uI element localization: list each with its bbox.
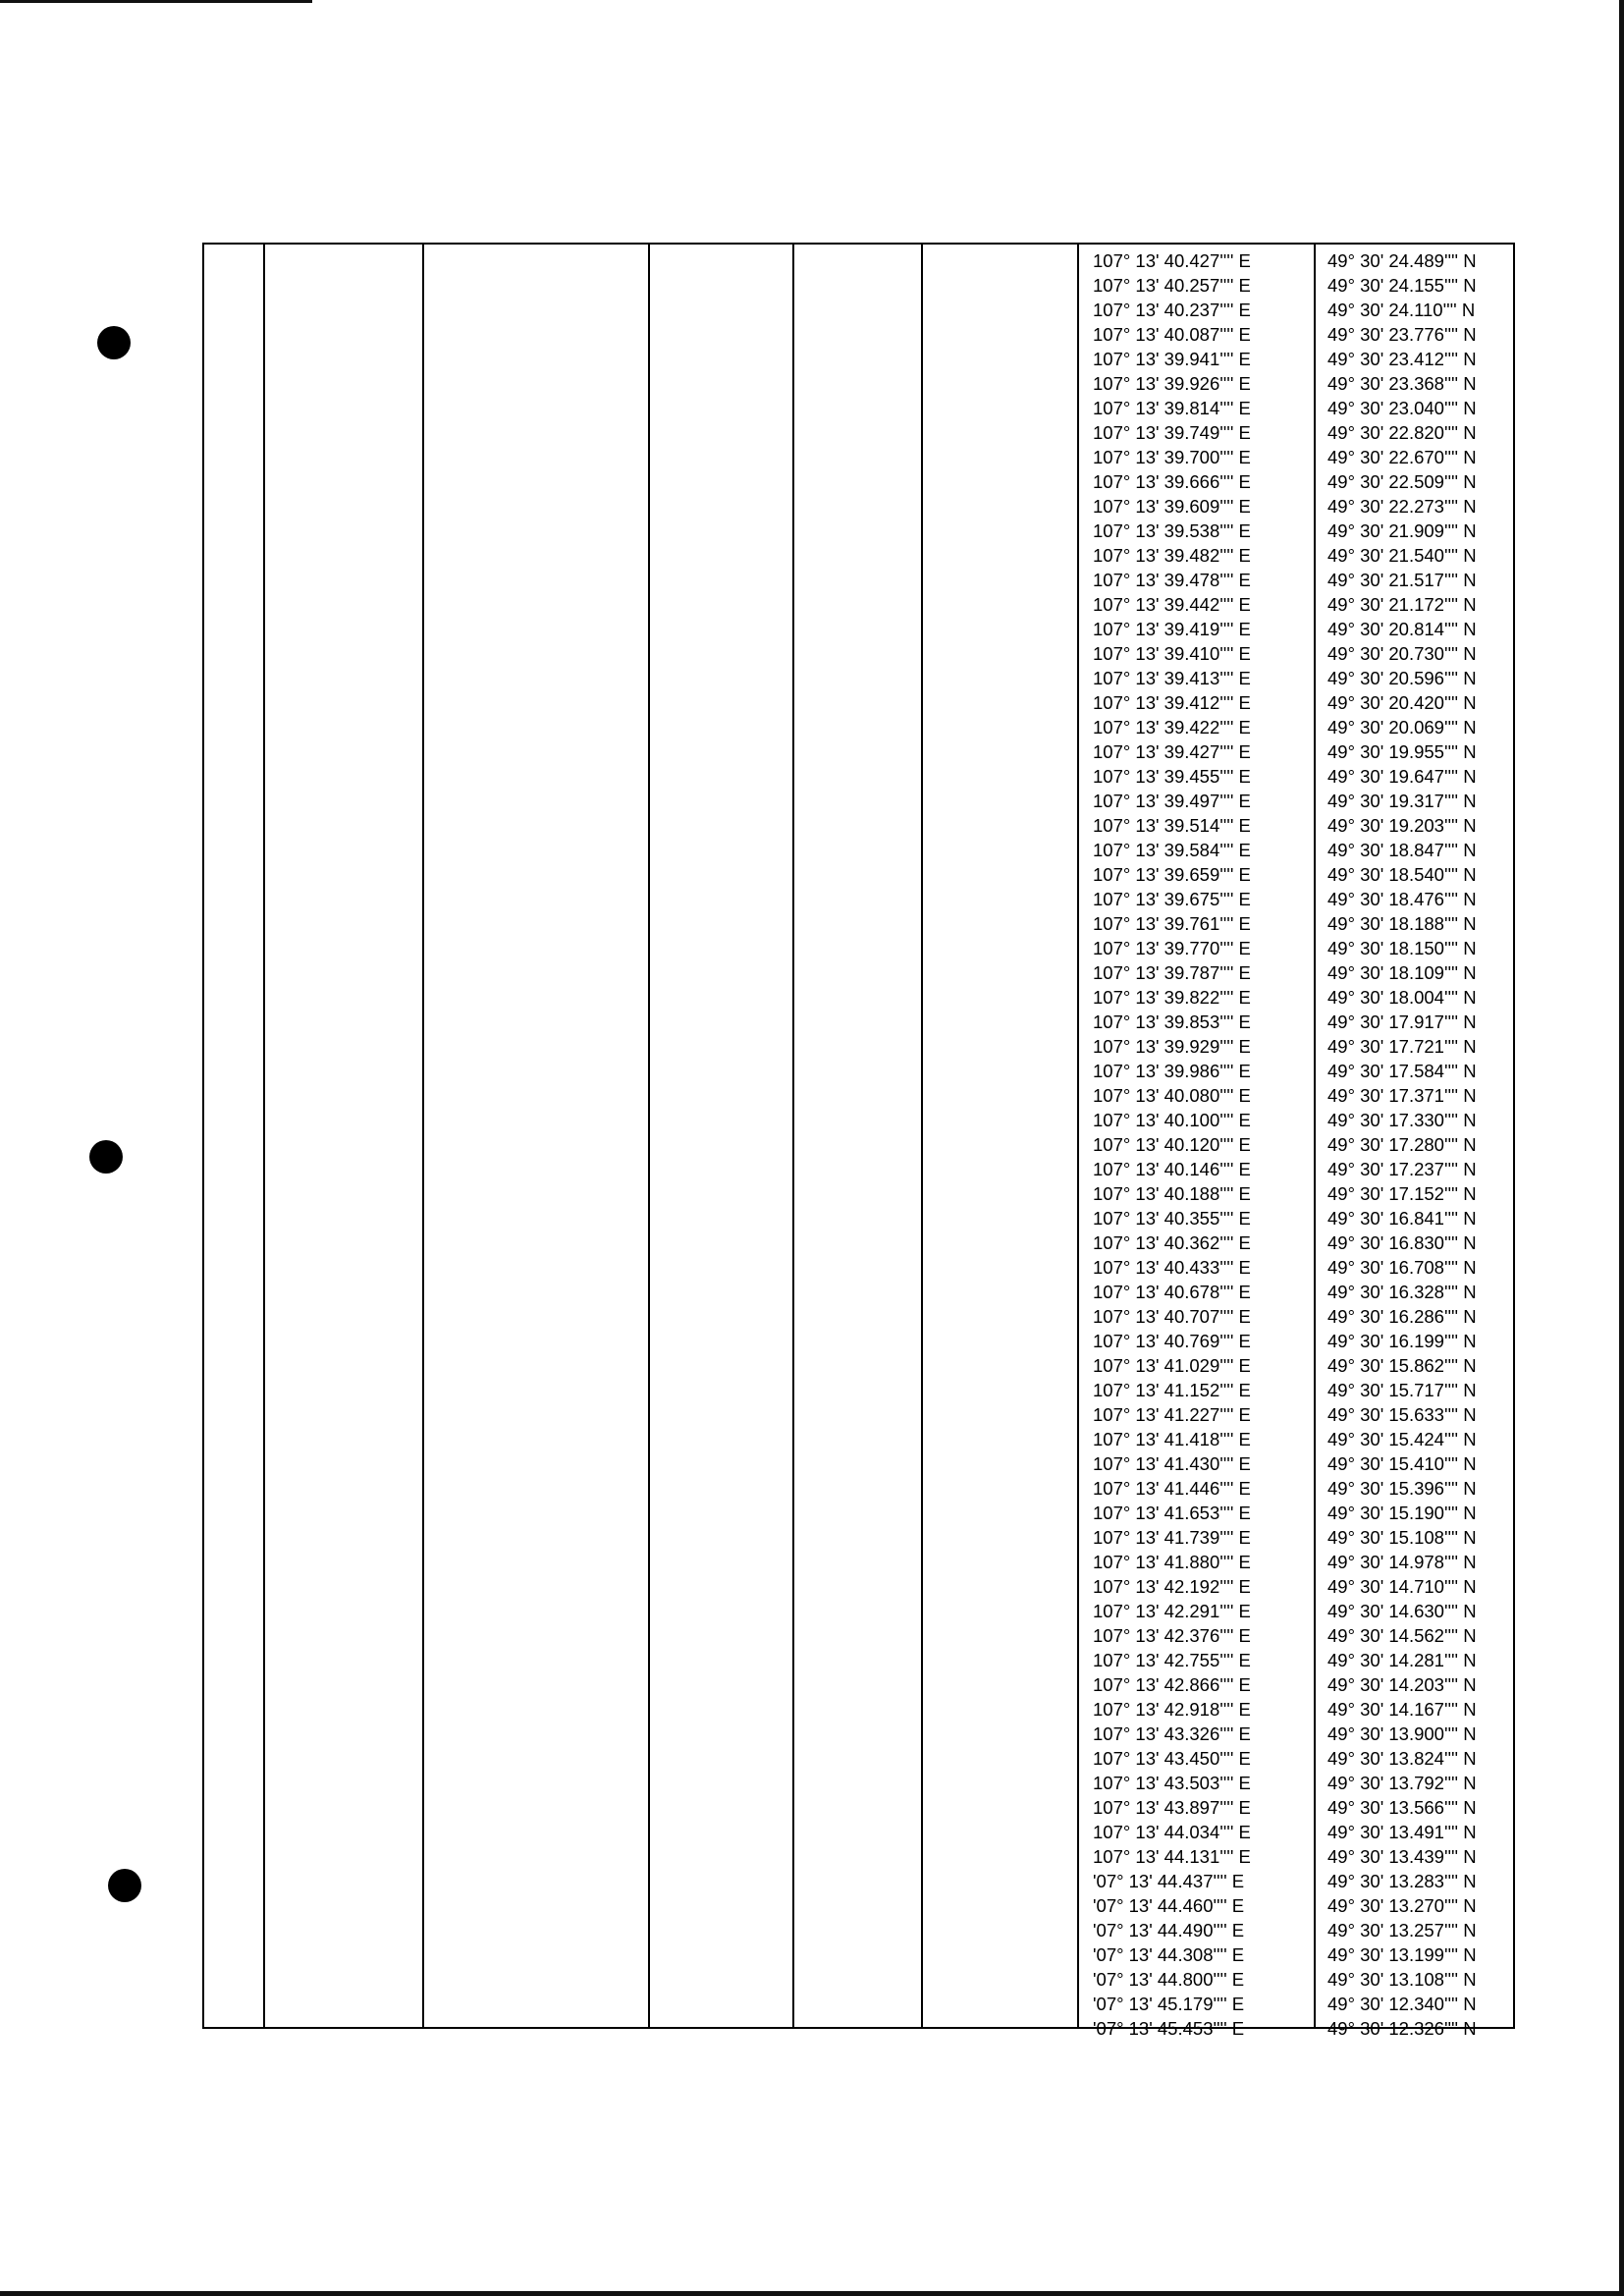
longitude-cell: 107° 13' 44.034'''' E — [1093, 1822, 1251, 1842]
longitude-cell: 107° 13' 42.866'''' E — [1093, 1674, 1251, 1695]
longitude-cell: 107° 13' 42.918'''' E — [1093, 1699, 1251, 1720]
longitude-cell: 107° 13' 41.880'''' E — [1093, 1552, 1251, 1572]
latitude-cell: 49° 30' 19.647'''' N — [1327, 766, 1477, 787]
latitude-cell: 49° 30' 20.730'''' N — [1327, 643, 1477, 664]
latitude-cell: 49° 30' 16.199'''' N — [1327, 1331, 1477, 1351]
longitude-cell: 107° 13' 40.120'''' E — [1093, 1134, 1251, 1155]
column-divider — [422, 245, 424, 2027]
latitude-cell: 49° 30' 13.900'''' N — [1327, 1723, 1477, 1744]
latitude-cell: 49° 30' 17.584'''' N — [1327, 1061, 1477, 1081]
longitude-cell: 107° 13' 40.678'''' E — [1093, 1282, 1251, 1302]
column-divider — [792, 245, 794, 2027]
latitude-cell: 49° 30' 18.540'''' N — [1327, 864, 1477, 885]
latitude-cell: 49° 30' 17.371'''' N — [1327, 1085, 1477, 1106]
latitude-cell: 49° 30' 14.978'''' N — [1327, 1552, 1477, 1572]
latitude-cell: 49° 30' 13.270'''' N — [1327, 1895, 1477, 1916]
longitude-cell: 107° 13' 43.450'''' E — [1093, 1748, 1251, 1769]
latitude-cell: 49° 30' 18.847'''' N — [1327, 840, 1477, 860]
latitude-cell: 49° 30' 16.708'''' N — [1327, 1257, 1477, 1278]
latitude-cell: 49° 30' 21.540'''' N — [1327, 545, 1477, 566]
latitude-cell: 49° 30' 17.330'''' N — [1327, 1110, 1477, 1130]
latitude-cell: 49° 30' 16.830'''' N — [1327, 1232, 1477, 1253]
longitude-cell: 107° 13' 39.514'''' E — [1093, 815, 1251, 836]
longitude-cell: 107° 13' 40.080'''' E — [1093, 1085, 1251, 1106]
latitude-cell: 49° 30' 17.280'''' N — [1327, 1134, 1477, 1155]
longitude-cell: 107° 13' 40.427'''' E — [1093, 250, 1251, 271]
latitude-cell: 49° 30' 12.340'''' N — [1327, 1994, 1477, 2014]
longitude-cell: 107° 13' 43.897'''' E — [1093, 1797, 1251, 1818]
longitude-cell: 107° 13' 39.941'''' E — [1093, 349, 1251, 369]
longitude-cell: 107° 13' 42.192'''' E — [1093, 1576, 1251, 1597]
longitude-cell: 107° 13' 40.188'''' E — [1093, 1183, 1251, 1204]
latitude-cell: 49° 30' 15.108'''' N — [1327, 1527, 1477, 1548]
latitude-cell: 49° 30' 17.152'''' N — [1327, 1183, 1477, 1204]
latitude-cell: 49° 30' 13.108'''' N — [1327, 1969, 1477, 1990]
latitude-column — [1327, 248, 1504, 2039]
latitude-cell: 49° 30' 16.328'''' N — [1327, 1282, 1477, 1302]
longitude-column — [1093, 248, 1309, 2039]
longitude-cell: 107° 13' 39.929'''' E — [1093, 1036, 1251, 1057]
latitude-cell: 49° 30' 13.257'''' N — [1327, 1920, 1477, 1941]
longitude-cell: 107° 13' 39.814'''' E — [1093, 398, 1251, 418]
longitude-cell: 107° 13' 39.427'''' E — [1093, 741, 1251, 762]
latitude-cell: 49° 30' 19.203'''' N — [1327, 815, 1477, 836]
longitude-cell: 107° 13' 39.700'''' E — [1093, 447, 1251, 467]
longitude-cell: 107° 13' 39.497'''' E — [1093, 791, 1251, 811]
column-divider — [648, 245, 650, 2027]
longitude-cell: 107° 13' 39.442'''' E — [1093, 594, 1251, 615]
latitude-cell: 49° 30' 15.424'''' N — [1327, 1429, 1477, 1449]
longitude-cell: 107° 13' 39.584'''' E — [1093, 840, 1251, 860]
latitude-cell: 49° 30' 18.188'''' N — [1327, 913, 1477, 934]
column-divider — [263, 245, 265, 2027]
scan-edge-top — [0, 0, 312, 3]
longitude-cell: '07° 13' 45.179'''' E — [1093, 1994, 1245, 2014]
longitude-cell: 107° 13' 41.152'''' E — [1093, 1380, 1251, 1400]
longitude-cell: 107° 13' 41.227'''' E — [1093, 1404, 1251, 1425]
latitude-cell: 49° 30' 14.167'''' N — [1327, 1699, 1477, 1720]
longitude-cell: 107° 13' 40.362'''' E — [1093, 1232, 1251, 1253]
latitude-cell: 49° 30' 23.040'''' N — [1327, 398, 1477, 418]
longitude-cell: 107° 13' 40.146'''' E — [1093, 1159, 1251, 1179]
column-divider — [1077, 245, 1079, 2027]
longitude-cell: 107° 13' 41.446'''' E — [1093, 1478, 1251, 1499]
longitude-cell: 107° 13' 39.853'''' E — [1093, 1011, 1251, 1032]
longitude-cell: 107° 13' 40.355'''' E — [1093, 1208, 1251, 1229]
latitude-cell: 49° 30' 13.566'''' N — [1327, 1797, 1477, 1818]
latitude-cell: 49° 30' 18.476'''' N — [1327, 889, 1477, 909]
longitude-cell: 107° 13' 40.087'''' E — [1093, 324, 1251, 345]
latitude-cell: 49° 30' 18.109'''' N — [1327, 962, 1477, 983]
longitude-cell: 107° 13' 39.675'''' E — [1093, 889, 1251, 909]
coordinate-table — [202, 243, 1515, 2029]
longitude-cell: 107° 13' 40.100'''' E — [1093, 1110, 1251, 1130]
latitude-cell: 49° 30' 14.562'''' N — [1327, 1625, 1477, 1646]
latitude-cell: 49° 30' 20.069'''' N — [1327, 717, 1477, 738]
longitude-cell: 107° 13' 39.761'''' E — [1093, 913, 1251, 934]
latitude-cell: 49° 30' 24.155'''' N — [1327, 275, 1477, 296]
longitude-cell: 107° 13' 42.291'''' E — [1093, 1601, 1251, 1621]
longitude-cell: 107° 13' 39.787'''' E — [1093, 962, 1251, 983]
latitude-cell: 49° 30' 16.841'''' N — [1327, 1208, 1477, 1229]
punch-hole-top — [97, 326, 131, 359]
latitude-cell: 49° 30' 23.776'''' N — [1327, 324, 1477, 345]
latitude-cell: 49° 30' 23.368'''' N — [1327, 373, 1477, 394]
longitude-cell: 107° 13' 43.326'''' E — [1093, 1723, 1251, 1744]
latitude-cell: 49° 30' 15.410'''' N — [1327, 1453, 1477, 1474]
latitude-cell: 49° 30' 17.721'''' N — [1327, 1036, 1477, 1057]
punch-hole-bottom — [108, 1869, 141, 1902]
longitude-cell: 107° 13' 44.131'''' E — [1093, 1846, 1251, 1867]
punch-hole-middle — [89, 1140, 123, 1174]
longitude-cell: 107° 13' 39.478'''' E — [1093, 570, 1251, 590]
longitude-cell: 107° 13' 39.659'''' E — [1093, 864, 1251, 885]
latitude-cell: 49° 30' 18.150'''' N — [1327, 938, 1477, 958]
latitude-cell: 49° 30' 15.717'''' N — [1327, 1380, 1477, 1400]
latitude-cell: 49° 30' 20.814'''' N — [1327, 619, 1477, 639]
latitude-cell: 49° 30' 14.203'''' N — [1327, 1674, 1477, 1695]
latitude-cell: 49° 30' 22.273'''' N — [1327, 496, 1477, 517]
longitude-cell: 107° 13' 39.412'''' E — [1093, 692, 1251, 713]
latitude-cell: 49° 30' 14.630'''' N — [1327, 1601, 1477, 1621]
latitude-cell: 49° 30' 16.286'''' N — [1327, 1306, 1477, 1327]
longitude-cell: 107° 13' 39.413'''' E — [1093, 668, 1251, 688]
latitude-cell: 49° 30' 12.326'''' N — [1327, 2018, 1477, 2039]
latitude-cell: 49° 30' 15.396'''' N — [1327, 1478, 1477, 1499]
latitude-cell: 49° 30' 13.491'''' N — [1327, 1822, 1477, 1842]
longitude-cell: 107° 13' 39.749'''' E — [1093, 422, 1251, 443]
longitude-cell: '07° 13' 44.800'''' E — [1093, 1969, 1245, 1990]
longitude-cell: 107° 13' 39.410'''' E — [1093, 643, 1251, 664]
latitude-cell: 49° 30' 13.439'''' N — [1327, 1846, 1477, 1867]
latitude-cell: 49° 30' 15.633'''' N — [1327, 1404, 1477, 1425]
longitude-cell: 107° 13' 42.376'''' E — [1093, 1625, 1251, 1646]
longitude-cell: 107° 13' 41.739'''' E — [1093, 1527, 1251, 1548]
latitude-cell: 49° 30' 22.820'''' N — [1327, 422, 1477, 443]
latitude-cell: 49° 30' 14.281'''' N — [1327, 1650, 1477, 1670]
longitude-cell: 107° 13' 40.769'''' E — [1093, 1331, 1251, 1351]
latitude-cell: 49° 30' 24.110'''' N — [1327, 300, 1476, 320]
scan-edge-bottom — [0, 2291, 1624, 2296]
longitude-cell: 107° 13' 42.755'''' E — [1093, 1650, 1251, 1670]
longitude-cell: 107° 13' 41.430'''' E — [1093, 1453, 1251, 1474]
longitude-cell: 107° 13' 41.029'''' E — [1093, 1355, 1251, 1376]
column-divider — [921, 245, 923, 2027]
latitude-cell: 49° 30' 17.917'''' N — [1327, 1011, 1477, 1032]
longitude-cell: '07° 13' 44.308'''' E — [1093, 1944, 1245, 1965]
longitude-cell: 107° 13' 39.455'''' E — [1093, 766, 1251, 787]
latitude-cell: 49° 30' 24.489'''' N — [1327, 250, 1477, 271]
latitude-cell: 49° 30' 13.792'''' N — [1327, 1773, 1477, 1793]
latitude-cell: 49° 30' 19.955'''' N — [1327, 741, 1477, 762]
latitude-cell: 49° 30' 13.824'''' N — [1327, 1748, 1477, 1769]
latitude-cell: 49° 30' 23.412'''' N — [1327, 349, 1477, 369]
latitude-cell: 49° 30' 18.004'''' N — [1327, 987, 1477, 1008]
latitude-cell: 49° 30' 19.317'''' N — [1327, 791, 1477, 811]
latitude-cell: 49° 30' 21.172'''' N — [1327, 594, 1477, 615]
longitude-cell: 107° 13' 39.986'''' E — [1093, 1061, 1251, 1081]
latitude-cell: 49° 30' 22.509'''' N — [1327, 471, 1477, 492]
longitude-cell: 107° 13' 39.770'''' E — [1093, 938, 1251, 958]
longitude-cell: 107° 13' 39.666'''' E — [1093, 471, 1251, 492]
longitude-cell: 107° 13' 41.418'''' E — [1093, 1429, 1251, 1449]
latitude-cell: 49° 30' 15.862'''' N — [1327, 1355, 1477, 1376]
latitude-cell: 49° 30' 21.909'''' N — [1327, 520, 1477, 541]
longitude-cell: 107° 13' 40.237'''' E — [1093, 300, 1251, 320]
latitude-cell: 49° 30' 13.199'''' N — [1327, 1944, 1477, 1965]
longitude-cell: 107° 13' 40.257'''' E — [1093, 275, 1251, 296]
longitude-cell: 107° 13' 39.609'''' E — [1093, 496, 1251, 517]
longitude-cell: 107° 13' 39.422'''' E — [1093, 717, 1251, 738]
longitude-cell: 107° 13' 39.538'''' E — [1093, 520, 1251, 541]
longitude-cell: 107° 13' 43.503'''' E — [1093, 1773, 1251, 1793]
longitude-cell: 107° 13' 39.482'''' E — [1093, 545, 1251, 566]
longitude-cell: 107° 13' 41.653'''' E — [1093, 1503, 1251, 1523]
scan-edge-right — [1619, 0, 1624, 2296]
latitude-cell: 49° 30' 22.670'''' N — [1327, 447, 1477, 467]
latitude-cell: 49° 30' 15.190'''' N — [1327, 1503, 1477, 1523]
longitude-cell: '07° 13' 44.437'''' E — [1093, 1871, 1245, 1891]
longitude-cell: '07° 13' 45.453'''' E — [1093, 2018, 1245, 2039]
column-divider — [1314, 245, 1316, 2027]
longitude-cell: 107° 13' 40.433'''' E — [1093, 1257, 1251, 1278]
latitude-cell: 49° 30' 17.237'''' N — [1327, 1159, 1477, 1179]
longitude-cell: 107° 13' 40.707'''' E — [1093, 1306, 1251, 1327]
longitude-cell: '07° 13' 44.460'''' E — [1093, 1895, 1245, 1916]
longitude-cell: '07° 13' 44.490'''' E — [1093, 1920, 1245, 1941]
longitude-cell: 107° 13' 39.419'''' E — [1093, 619, 1251, 639]
latitude-cell: 49° 30' 20.420'''' N — [1327, 692, 1477, 713]
latitude-cell: 49° 30' 14.710'''' N — [1327, 1576, 1477, 1597]
latitude-cell: 49° 30' 13.283'''' N — [1327, 1871, 1477, 1891]
latitude-cell: 49° 30' 21.517'''' N — [1327, 570, 1477, 590]
longitude-cell: 107° 13' 39.926'''' E — [1093, 373, 1251, 394]
latitude-cell: 49° 30' 20.596'''' N — [1327, 668, 1477, 688]
longitude-cell: 107° 13' 39.822'''' E — [1093, 987, 1251, 1008]
